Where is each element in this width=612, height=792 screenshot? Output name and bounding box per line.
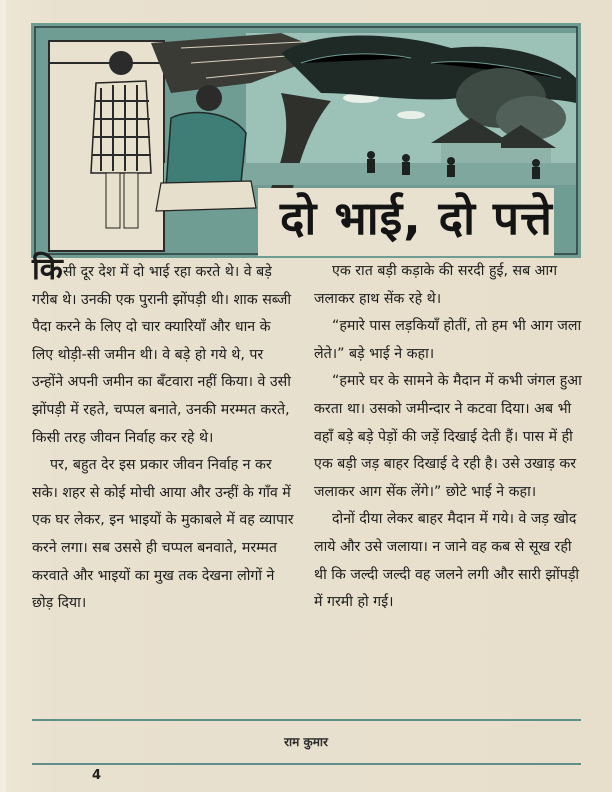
right-paragraph-2: “हमारे पास लड़कियाँ होतीं, तो हम भी आग जला लेते।” बड़े भाई ने कहा। <box>314 318 582 362</box>
page-number: 4 <box>92 768 102 783</box>
right-text-column <box>314 258 584 617</box>
drop-cap: कि <box>32 252 63 287</box>
right-paragraph-4: दोनों दीया लेकर बाहर मैदान में गये। वे जड़ खोद लाये और उसे जलाया। न जाने वह कब से सूख रही थी कि जल्दी जल्दी वह जलने लगी और सारी झोंपड़ी में गरमी हो गई। <box>314 511 580 611</box>
right-paragraph-3: “हमारे घर के सामने के मैदान में कभी जंगल हुआ करता था। उसको जमीन्दार ने कटवा दिया। अब भी वहाँ बड़े बड़े पेड़ों की जड़ें दिखाई देती हैं। पास में ही एक बड़ी जड़ बाहर दिखाई दे रही है। उसे उखाड़ कर जलाकर आग सेंक लेंगे।” छोटे भाई ने कहा। <box>314 373 582 500</box>
left-paragraph-1 <box>32 252 294 452</box>
left-paragraph-2: पर, बहुत देर इस प्रकार जीवन निर्वाह न कर सके। शहर से कोई मोची आया और उन्हीं के गाँव में एक घर लेकर, इन भाइयों के मुकाबले में वह व्यापार करने लगा। सब उससे ही चप्पल बनवाते, मरम्मत करवाते और भाइयों का मुख तक देखना लोगों ने छोड़ दिया। <box>32 457 294 612</box>
left-text-column <box>32 252 294 618</box>
right-paragraph-1: एक रात बड़ी कड़ाके की सरदी हुई, सब आग जलाकर हाथ सेंक रहे थे। <box>314 263 558 307</box>
story-title: दो भाई, दो पत्ते <box>280 191 553 245</box>
left-paragraph-1-text: सी दूर देश में दो भाई रहा करते थे। वे बड़े गरीब थे। उनकी एक पुरानी झोंपड़ी थी। शाक सब्जी पैदा करने के लिए दो चार क्यारियाँ और धान के लिए थोड़ी-सी जमीन थी। वे बड़े हो गये थे, पर उन्होंने अपनी जमीन का बँटवारा नहीं किया। वे उसी झोंपड़ी में रहते, चप्पल बनाते, उनकी मरम्मत करते, किसी तरह जीवन निर्वाह कर रहे थे। <box>32 264 292 446</box>
author-credit: राम कुमार <box>284 735 328 749</box>
footer-rule-top <box>32 719 581 721</box>
footer-rule-bottom <box>32 763 581 765</box>
